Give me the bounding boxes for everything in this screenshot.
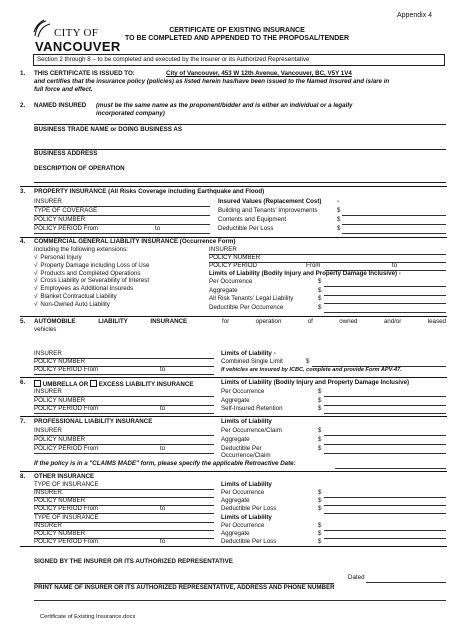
logo-city-text: CITY OF — [54, 27, 99, 39]
checkmark-icon: √ — [34, 285, 38, 293]
s4-extension-item — [34, 271, 141, 278]
s6-number: 6. — [20, 379, 26, 386]
s3-contents-dollar: $ — [337, 216, 341, 223]
s4-policy-number-label: POLICY NUMBER — [209, 254, 261, 261]
s5-period-label: POLICY PERIOD From — [34, 366, 99, 373]
s4-extension-label: Employees as Additional Insureds — [40, 285, 134, 293]
footer-filename: Certificate of Existing Insurance.docx — [40, 614, 136, 620]
s5-title: AUTOMOBILE LIABILITY INSURANCE — [34, 318, 188, 325]
s7-to-label: to — [160, 445, 166, 452]
s6-per-occurrence-label: Per Occurrence — [221, 388, 265, 395]
s3-to-label: to — [155, 225, 161, 232]
s6-policy-number-label: POLICY NUMBER — [34, 397, 86, 404]
s3-title: PROPERTY INSURANCE (All Risks Coverage including Earthquake and Flood) — [34, 188, 265, 195]
s6-retention-label: Self-Insured Retention — [221, 405, 283, 412]
s8-period-label: POLICY PERIOD From — [34, 505, 99, 512]
excess-label: EXCESS LIABILITY INSURANCE — [98, 381, 194, 388]
s1-certify-line: and certifies that the insurance policy (policies) as listed herein has/have been issued to the Named Insured and is/are in — [34, 78, 390, 85]
s5-to-label: to — [160, 366, 166, 373]
s8-aggregate-label: Aggregate — [221, 530, 250, 537]
s6-retention-field[interactable] — [324, 413, 446, 414]
s8-insurer-label: INSURER — [34, 489, 62, 496]
s8-deductible-field[interactable] — [324, 513, 446, 514]
s7-period-label: POLICY PERIOD From — [34, 445, 99, 452]
s3-deductible-field[interactable] — [342, 233, 446, 234]
s3-values-label: Insured Values (Replacement Cost) — [218, 198, 322, 205]
s6-limits-label: Limits of Liability (Bodily Injury and Property Damage Inclusive) — [221, 379, 410, 386]
s5-period-field[interactable] — [34, 374, 214, 375]
s7-aggregate-field[interactable] — [324, 444, 446, 445]
s8-title: OTHER INSURANCE — [34, 473, 95, 480]
s5-limits-label: Limits of Liability - — [221, 350, 276, 357]
trade-name-label: BUSINESS TRADE NAME or DOING BUSINESS AS — [34, 126, 182, 133]
checkmark-icon: √ — [34, 300, 38, 308]
s8-dollar-sign: $ — [318, 538, 322, 545]
s6-per-occurrence-dollar: $ — [318, 388, 322, 395]
s8-limits-label: Limits of Liability — [221, 514, 272, 521]
s8-insurer-label: INSURER — [34, 522, 62, 529]
s5-icbc-note: If vehicles are insured by ICBC, complete and provide Form APV-47. — [221, 367, 402, 373]
s8-per-occurrence-label: Per Occurrence — [221, 522, 265, 529]
s3-deductible-dollar: $ — [337, 225, 341, 232]
s4-extension-item — [34, 286, 133, 293]
s5-title-word: leased — [427, 318, 446, 325]
s8-per-occurrence-field[interactable] — [324, 497, 446, 498]
dated-label: Dated — [348, 574, 365, 581]
s3-values-dash: - — [337, 198, 340, 205]
s5-policy-number-label: POLICY NUMBER — [34, 358, 86, 365]
s7-per-claim-dollar: $ — [318, 427, 322, 434]
s8-dollar-sign: $ — [318, 530, 322, 537]
s3-insurer-label: INSURER — [34, 198, 62, 205]
s6-aggregate-field[interactable] — [324, 405, 446, 406]
s5-combined-label: Combined Single Limit — [221, 358, 283, 365]
s2-note-2: incorporated company) — [96, 110, 165, 117]
checkmark-icon: √ — [34, 277, 38, 285]
checkmark-icon: √ — [34, 261, 38, 269]
s4-extension-item — [34, 278, 149, 285]
s4-deductible-field[interactable] — [324, 312, 446, 313]
s4-from-label: From — [306, 262, 321, 269]
description-line[interactable] — [34, 182, 446, 183]
s4-per-occurrence-field[interactable] — [324, 286, 446, 287]
s4-per-occurrence-label: Per Occurrence — [209, 278, 253, 285]
s7-deductible-field[interactable] — [324, 453, 446, 454]
s5-title-word: and/or — [383, 318, 402, 325]
s7-aggregate-label: Aggregate — [221, 436, 250, 443]
s6-period-label: POLICY PERIOD From — [34, 405, 99, 412]
s4-extension-item — [34, 255, 82, 262]
s4-tenants-label: All Risk Tenants' Legal Liability — [209, 295, 294, 302]
s8-aggregate-field[interactable] — [324, 505, 446, 506]
s7-deductible-dollar: $ — [318, 445, 322, 452]
s6-insurer-label: INSURER — [34, 388, 62, 395]
print-name-line[interactable] — [34, 600, 446, 601]
notice-text: Section 2 through 8 – to be completed and executed by the Insurer or its Authorized Representative — [37, 55, 310, 63]
s1-number: 1. — [20, 70, 26, 77]
s8-type-label: TYPE OF INSURANCE — [34, 481, 99, 488]
s4-to-label: to — [392, 262, 398, 269]
appendix-label: Appendix 4 — [397, 12, 433, 19]
s7-policy-number-label: POLICY NUMBER — [34, 436, 86, 443]
s4-deductible-dollar: $ — [318, 304, 322, 311]
s1-label: THIS CERTIFICATE IS ISSUED TO: — [34, 70, 135, 77]
umbrella-checkbox[interactable] — [34, 380, 41, 387]
s1-certify-line-2: full force and effect. — [34, 86, 93, 93]
s8-dollar-sign: $ — [318, 522, 322, 529]
s2-label: NAMED INSURED — [34, 102, 87, 109]
s8-deductible-label: Deductible Per Loss — [221, 538, 277, 545]
s8-aggregate-field[interactable] — [324, 538, 446, 539]
s5-title-word: for — [222, 318, 230, 325]
s4-extension-item — [34, 302, 110, 309]
s8-number: 8. — [20, 473, 26, 480]
s7-title: PROFESSIONAL LIABILITY INSURANCE — [34, 418, 153, 425]
s6-retention-dollar: $ — [318, 405, 322, 412]
s8-dollar-sign: $ — [318, 505, 322, 512]
checkmark-icon: √ — [34, 269, 38, 277]
signature-label: SIGNED BY THE INSURER OR ITS AUTHORIZED REPRESENTATIVE — [34, 558, 233, 565]
s5-combined-dollar: $ — [306, 358, 310, 365]
s4-extension-label: Products and Completed Operations — [40, 269, 141, 277]
s3-policy-number-label: POLICY NUMBER — [34, 216, 86, 223]
s6-to-label: to — [160, 405, 166, 412]
print-name-label: PRINT NAME OF INSURER OR ITS AUTHORIZED REPRESENTATIVE, ADDRESS AND PHONE NUMBER — [34, 584, 335, 591]
s7-period-field[interactable] — [34, 453, 214, 454]
s3-contents-field[interactable] — [342, 224, 446, 225]
s8-per-occurrence-label: Per Occurrence — [221, 489, 265, 496]
excess-checkbox[interactable] — [90, 380, 97, 387]
s3-period-label: POLICY PERIOD From — [34, 225, 99, 232]
s8-type-label: TYPE OF INSURANCE — [34, 514, 99, 521]
s6-divider — [20, 377, 447, 378]
s2-note: (must be the same name as the proponent/bidder and is either an individual or a legally — [96, 102, 353, 109]
form-subtitle: TO BE COMPLETED AND APPENDED TO THE PROPOSAL/TENDER — [124, 35, 350, 42]
s8-policy-number-label: POLICY NUMBER — [34, 530, 86, 537]
s4-aggregate-dollar: $ — [318, 287, 322, 294]
s8-deductible-label: Deductible Per Loss — [221, 505, 277, 512]
s4-aggregate-label: Aggregate — [209, 287, 238, 294]
s4-extension-label: Blanket Contractual Liability — [40, 293, 117, 300]
s4-tenants-dollar: $ — [318, 295, 322, 302]
s5-number: 5. — [20, 318, 26, 325]
s7-claims-made-note: If the policy is in a "CLAIMS MADE" form, please specify the applicable Retroactive Date: — [34, 460, 296, 467]
s8-dollar-sign: $ — [318, 489, 322, 496]
checkmark-icon: √ — [34, 254, 38, 261]
s5-title-word: operation — [255, 318, 282, 325]
s7-deductible-label: Deductible Per — [221, 445, 262, 452]
s5-divider — [20, 316, 447, 317]
s7-insurer-label: INSURER — [34, 427, 62, 434]
s4-extension-label: Personal Injury — [40, 254, 82, 261]
s3-divider — [20, 186, 447, 187]
description-label: DESCRIPTION OF OPERATION — [34, 165, 125, 172]
s3-deductible-label: Deductible Per Loss — [218, 225, 274, 232]
s4-number: 4. — [20, 238, 26, 245]
s5-title-rest — [222, 319, 446, 326]
s8-divider — [20, 471, 447, 472]
form-title: CERTIFICATE OF EXISTING INSURANCE — [169, 27, 305, 34]
s4-including: Including the following extensions: — [34, 246, 128, 253]
s8-policy-number-label: POLICY NUMBER — [34, 497, 86, 504]
s7-divider — [20, 416, 447, 417]
s4-extension-item — [34, 263, 149, 270]
s4-deductible-label: Deductible Per Occurrence — [209, 304, 284, 311]
business-address-label: BUSINESS ADDRESS — [34, 150, 98, 157]
s8-to-label: to — [160, 538, 166, 545]
s8-limits-label: Limits of Liability — [221, 481, 272, 488]
s8-period-label: POLICY PERIOD From — [34, 538, 99, 545]
logo-vancouver-text: VANCOUVER — [35, 39, 121, 54]
s8-dollar-sign: $ — [318, 497, 322, 504]
s3-buildings-field[interactable] — [342, 215, 446, 216]
notice-box — [33, 54, 445, 66]
s3-buildings-label: Building and Tenants' Improvements — [218, 207, 318, 214]
s8-to-label: to — [160, 505, 166, 512]
s4-limits-label: Limits of Liability (Bodily Injury and Property Damage Inclusive) - — [209, 270, 401, 277]
s6-aggregate-dollar: $ — [318, 397, 322, 404]
s1-issued-to: City of Vancouver, 453 W 12th Avenue, Vancouver, BC, V5Y 1V4 — [166, 70, 352, 77]
s2-number: 2. — [20, 102, 26, 109]
s4-period-label: POLICY PERIOD — [209, 262, 258, 269]
s3-number: 3. — [20, 188, 26, 195]
s6-period-field[interactable] — [34, 413, 214, 414]
s8-aggregate-label: Aggregate — [221, 497, 250, 504]
checkmark-icon: √ — [34, 293, 38, 300]
s7-per-claim-label: Per Occurrence/Claim — [221, 427, 282, 434]
s4-extension-item — [34, 294, 117, 301]
s4-tenants-field[interactable] — [324, 303, 446, 304]
s3-buildings-dollar: $ — [337, 207, 341, 214]
s5-title-word: owned — [339, 318, 358, 325]
s7-number: 7. — [20, 418, 26, 425]
s4-extension-label: Non-Owned Auto Liability — [40, 300, 110, 308]
s4-extension-label: Property Damage including Loss of Use — [40, 261, 150, 269]
s4-title: COMMERCIAL GENERAL LIABILITY INSURANCE (Occurrence Form) — [34, 238, 236, 245]
s4-extension-label: Cross Liability or Severability of Interest — [40, 277, 150, 285]
s7-aggregate-dollar: $ — [318, 436, 322, 443]
s7-retroactive-date-field[interactable] — [335, 468, 446, 469]
s6-aggregate-label: Aggregate — [221, 397, 250, 404]
dated-field[interactable] — [366, 582, 446, 583]
s7-per-claim-field[interactable] — [324, 435, 446, 436]
s7-deductible-label-2: Occurrence/Claim — [221, 452, 271, 459]
s5-vehicles: vehicles — [34, 326, 57, 333]
s5-insurer-label: INSURER — [34, 350, 62, 357]
s6-per-occurrence-field[interactable] — [324, 396, 446, 397]
signature-divider — [20, 546, 447, 547]
s4-aggregate-field[interactable] — [324, 295, 446, 296]
s8-per-occurrence-field[interactable] — [324, 530, 446, 531]
s4-per-occurrence-dollar: $ — [318, 278, 322, 285]
s4-insurer-label: INSURER — [209, 246, 237, 253]
s3-period-field[interactable] — [34, 233, 210, 234]
s5-title-word: of — [307, 318, 313, 325]
s3-coverage-label: TYPE OF COVERAGE — [34, 207, 98, 214]
named-insured-line[interactable] — [34, 124, 446, 125]
s7-limits-label: Limits of Liability — [221, 418, 272, 425]
umbrella-label: UMBRELLA OR — [42, 381, 89, 388]
s3-contents-label: Contents and Equipment — [218, 216, 287, 223]
